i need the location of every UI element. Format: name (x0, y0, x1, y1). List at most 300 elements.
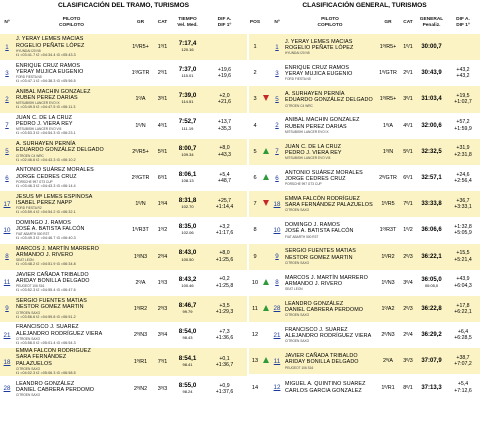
diff-cell (446, 374, 480, 400)
diff-cell (446, 165, 480, 191)
general-classification-table (249, 12, 480, 401)
group-rank: 2º/N3 (377, 322, 399, 348)
split-times (16, 79, 129, 84)
avg-speed: 99.79 (182, 308, 193, 314)
group-rank: 1º/A2 (377, 296, 399, 322)
crew-cell (283, 244, 377, 270)
penalty: 00:05,0 (424, 283, 439, 289)
header-trend (261, 12, 271, 34)
table-row[interactable] (0, 296, 247, 322)
table-row[interactable] (249, 217, 480, 243)
copilot-name: CARLOS GARCIA GONZALEZ (285, 387, 362, 394)
general-time (417, 296, 446, 322)
diff-prev: +17,8 (456, 302, 470, 309)
arrow-up-icon (263, 148, 269, 154)
category-rank: 8º/1 (399, 374, 417, 400)
diff-prev: +36,7 (456, 197, 470, 204)
split-times (16, 53, 129, 58)
copilot-name: RUBEN PEREZ DARIAS (285, 123, 347, 130)
stage-time-value: 8:35,0 (178, 223, 197, 231)
copilot-name: JORGE CEDRES CRUZ (285, 176, 346, 183)
split-t2: t2 =04:46.7 (36, 236, 56, 241)
pilot-name: ANIBAL MACHIN GONZALEZ (285, 117, 360, 124)
category-rank: 3º/4 (399, 270, 417, 296)
general-time (417, 86, 446, 112)
car-model: CITROEN SAXO (16, 366, 41, 371)
diff-prev: +57,2 (456, 119, 470, 126)
general-time (417, 270, 446, 296)
car-model: CITROEN SAXO (285, 339, 310, 344)
table-row[interactable] (249, 86, 480, 112)
table-row[interactable] (0, 322, 247, 348)
car-number-link[interactable]: 7 (271, 139, 283, 165)
group-rank: 1º/N (377, 139, 399, 165)
category-rank: 6º/1 (399, 165, 417, 191)
trend-cell (261, 113, 271, 139)
car-model: PORSCHE 997 GT3 CUP (16, 179, 53, 184)
diff-prev: +43,9 (456, 276, 470, 283)
table-row[interactable] (249, 113, 480, 139)
car-number-link[interactable]: 18 (271, 191, 283, 217)
diff-first: +7:12,6 (454, 387, 472, 394)
general-time-value: 36:29,2 (421, 332, 442, 339)
header-crew (14, 12, 129, 34)
copilot-name: ROGELIO PEÑATE LÓPEZ (285, 45, 354, 52)
avg-speed: 98.41 (182, 362, 193, 368)
header-position: POS (249, 12, 261, 34)
avg-speed: 114.51 (181, 99, 194, 105)
split-t3: t3 =05:43.3 (56, 52, 76, 57)
stage-time (173, 322, 202, 348)
car-number-link[interactable]: 10 (271, 217, 283, 243)
diff-first: +2:56,4 (454, 178, 472, 185)
diff-prev: +19,6 (217, 66, 232, 73)
split-t1: t1 =03:49.3 (16, 236, 36, 241)
header-pilot: PILOTO (321, 17, 339, 23)
general-time (417, 34, 446, 60)
general-classification-panel (249, 0, 480, 442)
copilot-name: RUBEN PEREZ DARIAS (16, 94, 78, 101)
group-rank: 1º/GTR (129, 60, 152, 86)
split-t1: t1 =03:47.1 (16, 78, 36, 83)
pilot-name: JUAN C. DE LA CRUZ (16, 114, 73, 121)
general-time-value: 33:33,8 (421, 201, 442, 208)
group-rank: 2º/A (377, 348, 399, 374)
diff-first: +43,2 (456, 73, 470, 80)
position: 7 (249, 191, 261, 217)
arrow-up-icon (263, 174, 269, 180)
copilot-name: SARA FERNÁNDEZ (16, 354, 67, 361)
copilot-name: YERAY MUJICA EUGENIO (285, 71, 353, 78)
diff-cell (202, 191, 247, 217)
table-row[interactable] (249, 374, 480, 400)
header-penalty: Penaliz. (422, 23, 441, 28)
diff-cell (446, 113, 480, 139)
car-number-link[interactable]: 12 (271, 374, 283, 400)
diff-first: +5:05,9 (454, 230, 472, 237)
header-general-label: GENERAL (419, 17, 444, 23)
pilot-name: ANTONIO SUÁREZ MORALES (285, 169, 363, 176)
crew-cell (14, 86, 129, 112)
general-time (417, 113, 446, 139)
header-diff (446, 12, 480, 34)
car-number-link[interactable]: 5 (271, 86, 283, 112)
car-model: CITROEN SAXO (16, 310, 41, 315)
diff-first: +1:36,7 (215, 362, 234, 369)
copilot-name: DANIEL CABRERA PERDOMO (16, 386, 95, 393)
stage-time-value: 8:46,7 (178, 301, 197, 309)
header-diff-first: DIF 1º (217, 23, 232, 28)
crew-cell (14, 217, 129, 243)
general-time (417, 165, 446, 191)
split-t1: t1 =03:53.3 (16, 131, 36, 136)
diff-first: +1:17,6 (215, 230, 234, 237)
trend-cell (261, 244, 271, 270)
group-rank: 2º/N2 (129, 376, 152, 402)
category-rank: 3º/3 (152, 376, 173, 402)
trend-cell (261, 191, 271, 217)
header-crew (283, 12, 377, 34)
crew-cell (14, 165, 129, 191)
crew-cell (283, 34, 377, 60)
category-rank: 1º/3 (152, 270, 173, 296)
table-row[interactable] (249, 34, 480, 60)
car-number-link[interactable]: 8 (271, 270, 283, 296)
table-row[interactable] (0, 191, 247, 217)
car-number-link[interactable]: 9 (271, 244, 283, 270)
table-row[interactable] (249, 191, 480, 217)
diff-first: +7:07,2 (454, 361, 472, 368)
pilot-name: MARCOS J. MARTÍN MARRERO (16, 245, 99, 252)
split-times (16, 158, 129, 163)
split-t2: t2 =04:43.3 (36, 157, 56, 162)
general-classification-title: CLASIFICACIÓN GENERAL, TURISMOS (302, 2, 427, 9)
pilot-name: SERGIO FUENTES MATIAS (285, 248, 356, 255)
car-model: CITROEN SAXO (16, 336, 41, 341)
diff-prev: +3,2 (219, 224, 230, 230)
car-number-link[interactable]: 17 (0, 191, 14, 217)
diff-cell (202, 217, 247, 243)
stage-time-value: 8:55,0 (178, 381, 197, 389)
table-row[interactable] (0, 165, 247, 191)
car-number-link[interactable]: 28 (0, 376, 14, 402)
general-time-value: 36:22,1 (421, 253, 442, 260)
arrow-up-icon (263, 305, 269, 311)
split-t2: t2 =04:59.8 (36, 314, 56, 319)
car-number-link[interactable]: 21 (0, 322, 14, 348)
arrow-up-icon (263, 357, 269, 363)
stage-time (173, 348, 202, 376)
category-rank: 2º/4 (152, 244, 173, 270)
diff-prev: +5,4 (219, 171, 230, 178)
table-row[interactable] (0, 86, 247, 112)
general-classification-rows (249, 34, 480, 401)
diff-prev: +6,4 (457, 328, 469, 335)
crew-cell (14, 191, 129, 217)
car-model: FIAT ABARTH 500 R3T (16, 232, 50, 237)
position: 9 (249, 244, 261, 270)
split-t3: t3 =06:11.3 (56, 105, 76, 110)
diff-first: +1:14,4 (215, 204, 234, 211)
header-pilot: PILOTO (62, 17, 81, 23)
crew-cell (283, 113, 377, 139)
copilot-name: SARA FERNÁNDEZ PALAZUELOS (285, 202, 373, 209)
position: 10 (249, 270, 261, 296)
copilot-name: NESTOR GOMEZ MARTIN (16, 304, 84, 311)
category-rank: 5º/1 (399, 139, 417, 165)
diff-cell (202, 165, 247, 191)
pilot-name: LEANDRO GONZÁLEZ (285, 300, 344, 307)
car-number-link[interactable]: 11 (0, 270, 14, 296)
copilot-name: JOSÉ A. BATISTA FALCÓN (16, 225, 85, 232)
table-row[interactable] (0, 60, 247, 86)
pilot-name: ENRIQUE CRUZ RAMOS (16, 62, 81, 69)
split-t2: t2 =04:54.2 (36, 209, 56, 214)
table-row[interactable] (249, 296, 480, 322)
diff-cell (202, 348, 247, 376)
general-time (417, 374, 446, 400)
copilot-name: PEDRO J. VIERA REY (16, 121, 73, 128)
diff-first: +1:37,6 (215, 388, 234, 395)
split-t3: t3 =06:32.1 (56, 209, 76, 214)
general-time (417, 217, 446, 243)
table-row[interactable] (249, 270, 480, 296)
copilot-name: ALEJANDRO RODRÍGUEZ VIERA (16, 330, 103, 337)
car-model: CITROEN SAXO (285, 260, 310, 265)
car-number-link[interactable]: 6 (271, 165, 283, 191)
category-rank: 2º/4 (399, 322, 417, 348)
stage-header-row (0, 12, 247, 34)
header-category: CAT (152, 12, 173, 34)
car-model: MITSUBISHI LANCER EVO VIII (16, 127, 62, 132)
diff-first: +1:25,6 (215, 256, 234, 263)
position: 12 (249, 322, 261, 348)
split-t2: t2 =04:38.3 (36, 78, 56, 83)
car-number-link[interactable]: 2 (0, 86, 14, 112)
trend-cell (261, 270, 271, 296)
split-t2: t2 =04:51.9 (36, 262, 56, 267)
trend-cell (261, 217, 271, 243)
car-number-link[interactable]: 18 (0, 348, 14, 376)
stage-time (173, 296, 202, 322)
car-number-link[interactable]: 10 (0, 217, 14, 243)
crew-cell (14, 296, 129, 322)
car-number-link[interactable]: 8 (0, 244, 14, 270)
general-time (417, 191, 446, 217)
table-row[interactable] (0, 113, 247, 139)
diff-cell (202, 244, 247, 270)
crew-cell (283, 165, 377, 191)
general-time (417, 60, 446, 86)
header-group: GR (129, 12, 152, 34)
diff-cell (202, 322, 247, 348)
category-rank: 2º/1 (152, 60, 173, 86)
crew-cell (283, 322, 377, 348)
car-model: CITROEN SAXO (285, 208, 310, 213)
table-row[interactable] (0, 34, 247, 60)
header-time-label: TIEMPO (178, 17, 197, 23)
car-number-link[interactable]: 3 (0, 60, 14, 86)
table-row[interactable] (0, 217, 247, 243)
car-number-link[interactable]: 6 (0, 165, 14, 191)
crew-cell (283, 296, 377, 322)
general-time (417, 244, 446, 270)
group-rank: 1º/A (129, 86, 152, 112)
diff-cell (446, 139, 480, 165)
diff-prev: +19,5 (456, 93, 470, 100)
crew-cell (14, 139, 129, 165)
copilot-name: ROGELIO PEÑATE LÓPEZ (16, 42, 85, 49)
header-general-time (417, 12, 446, 34)
split-times (16, 184, 129, 189)
category-rank: 3º/3 (399, 348, 417, 374)
car-number-link[interactable]: 11 (271, 348, 283, 374)
category-rank: 1º/1 (399, 34, 417, 60)
pilot-name: FRANCISCO J. SUAREZ (16, 324, 79, 331)
general-time-value: 37:07,9 (421, 358, 442, 365)
position: 1 (249, 34, 261, 60)
crew-cell (14, 322, 129, 348)
car-model: MITSUBISHI LANCER EVO IX (16, 101, 60, 106)
arrow-up-icon (263, 279, 269, 285)
trend-cell (261, 139, 271, 165)
copilot-name: JORGE CEDRES CRUZ (16, 173, 77, 180)
crew-cell (14, 244, 129, 270)
split-t3: t3 =06:51.2 (56, 314, 76, 319)
split-t1: t1 =03:58.0 (16, 340, 36, 345)
table-row[interactable] (0, 376, 247, 402)
table-row[interactable] (249, 244, 480, 270)
crew-cell (14, 34, 129, 60)
diff-first: +5:21,4 (454, 256, 472, 263)
table-row[interactable] (0, 270, 247, 296)
car-number-link[interactable]: 28 (271, 296, 283, 322)
split-t3: t3 =06:54.3 (56, 340, 76, 345)
header-category: CAT (399, 12, 417, 34)
trend-cell (261, 165, 271, 191)
group-rank: 2º/A (129, 270, 152, 296)
header-diff-prev: DIF A. (217, 17, 232, 23)
split-t1: t1 =03:41.7 (16, 52, 36, 57)
trend-cell (261, 86, 271, 112)
split-t3: t3 =05:56.5 (56, 78, 76, 83)
category-rank: 1º/2 (399, 217, 417, 243)
avg-speed: 102.70 (181, 204, 194, 210)
crew-cell (283, 374, 377, 400)
diff-prev: +31,9 (456, 145, 470, 152)
diff-cell (446, 244, 480, 270)
car-number-link[interactable]: 1 (271, 34, 283, 60)
stage-time-value: 8:00,7 (178, 144, 197, 152)
header-group: GR (377, 12, 399, 34)
position: 6 (249, 165, 261, 191)
category-rank: 4º/1 (152, 113, 173, 139)
avg-speed: 100.46 (181, 282, 194, 288)
diff-cell (202, 296, 247, 322)
stage-time-value: 8:06,1 (178, 170, 197, 178)
stage-time-value: 8:43,2 (178, 275, 197, 283)
stage-time (173, 113, 202, 139)
diff-prev: +15,5 (456, 250, 470, 257)
crew-cell (14, 60, 129, 86)
position: 5 (249, 139, 261, 165)
car-number-link[interactable]: 9 (0, 296, 14, 322)
category-rank: 3º/1 (399, 86, 417, 112)
car-number-link[interactable]: 3 (271, 60, 283, 86)
diff-first: +1:29,3 (215, 308, 234, 315)
diff-first: +19,6 (217, 73, 232, 80)
crew-cell (14, 376, 129, 402)
pilot-name: J. YERAY LEMES MACIAS (285, 38, 353, 45)
copilot-name: EDUARDO GONZÁLEZ DELGADO (285, 97, 373, 104)
crew-cell (283, 348, 377, 374)
car-number-link[interactable]: 5 (0, 139, 14, 165)
car-model: CITROEN C4 WRC (285, 103, 313, 108)
diff-prev: +0,9 (219, 382, 230, 389)
position: 4 (249, 113, 261, 139)
copilot-name: ALEJANDRO RODRÍGUEZ VIERA (285, 333, 372, 340)
group-rank: 1º/R5+ (377, 86, 399, 112)
diff-prev: +0,1 (219, 355, 230, 362)
table-row[interactable] (0, 348, 247, 376)
car-number-link[interactable]: 1 (0, 34, 14, 60)
car-number-link[interactable]: 21 (271, 322, 283, 348)
stage-classification-rows (0, 34, 247, 402)
category-rank: 7º/1 (152, 348, 173, 376)
position: 14 (249, 374, 261, 400)
table-row[interactable] (249, 60, 480, 86)
diff-cell (446, 270, 480, 296)
category-rank: 3º/4 (152, 322, 173, 348)
header-avg-speed: Vel. Med. (177, 23, 198, 28)
avg-speed: 100.50 (181, 256, 194, 262)
diff-cell (446, 217, 480, 243)
stage-classification-table (0, 12, 247, 402)
general-time-value: 32:00,6 (421, 122, 442, 129)
split-t1: t1 =03:48.2 (16, 262, 36, 267)
table-row[interactable] (0, 244, 247, 270)
table-row[interactable] (249, 165, 480, 191)
table-row[interactable] (0, 139, 247, 165)
split-times (16, 315, 129, 320)
category-rank: 3º/1 (152, 86, 173, 112)
split-t1: t1 =04:02.3 (16, 370, 36, 375)
table-row[interactable] (249, 348, 480, 374)
split-t1: t1 =02:46.6 (16, 157, 36, 162)
split-t1: t1 =03:56.6 (16, 314, 36, 319)
diff-cell (446, 296, 480, 322)
pilot-name: SERGIO FUENTES MATIAS (16, 298, 87, 305)
diff-first: +21,6 (217, 99, 232, 106)
table-row[interactable] (249, 139, 480, 165)
stage-time (173, 217, 202, 243)
car-model: CITROEN SAXO (16, 393, 41, 398)
crew-cell (283, 86, 377, 112)
stage-time (173, 165, 202, 191)
split-t3: t3 =06:10.2 (56, 157, 76, 162)
table-row[interactable] (249, 322, 480, 348)
car-number-link[interactable]: 7 (0, 113, 14, 139)
split-times (16, 105, 129, 110)
car-number-link[interactable]: 2 (271, 113, 283, 139)
header-diff-first: DIF 1º (456, 23, 470, 28)
general-time-value: 31:03,4 (421, 96, 442, 103)
group-rank: 1º/R5+ (129, 34, 152, 60)
trend-cell (261, 60, 271, 86)
avg-speed: 120.16 (181, 47, 194, 53)
diff-first: +6:22,1 (454, 308, 472, 315)
copilot-name: ARIDAY BONILLA DELGADO (285, 359, 359, 366)
